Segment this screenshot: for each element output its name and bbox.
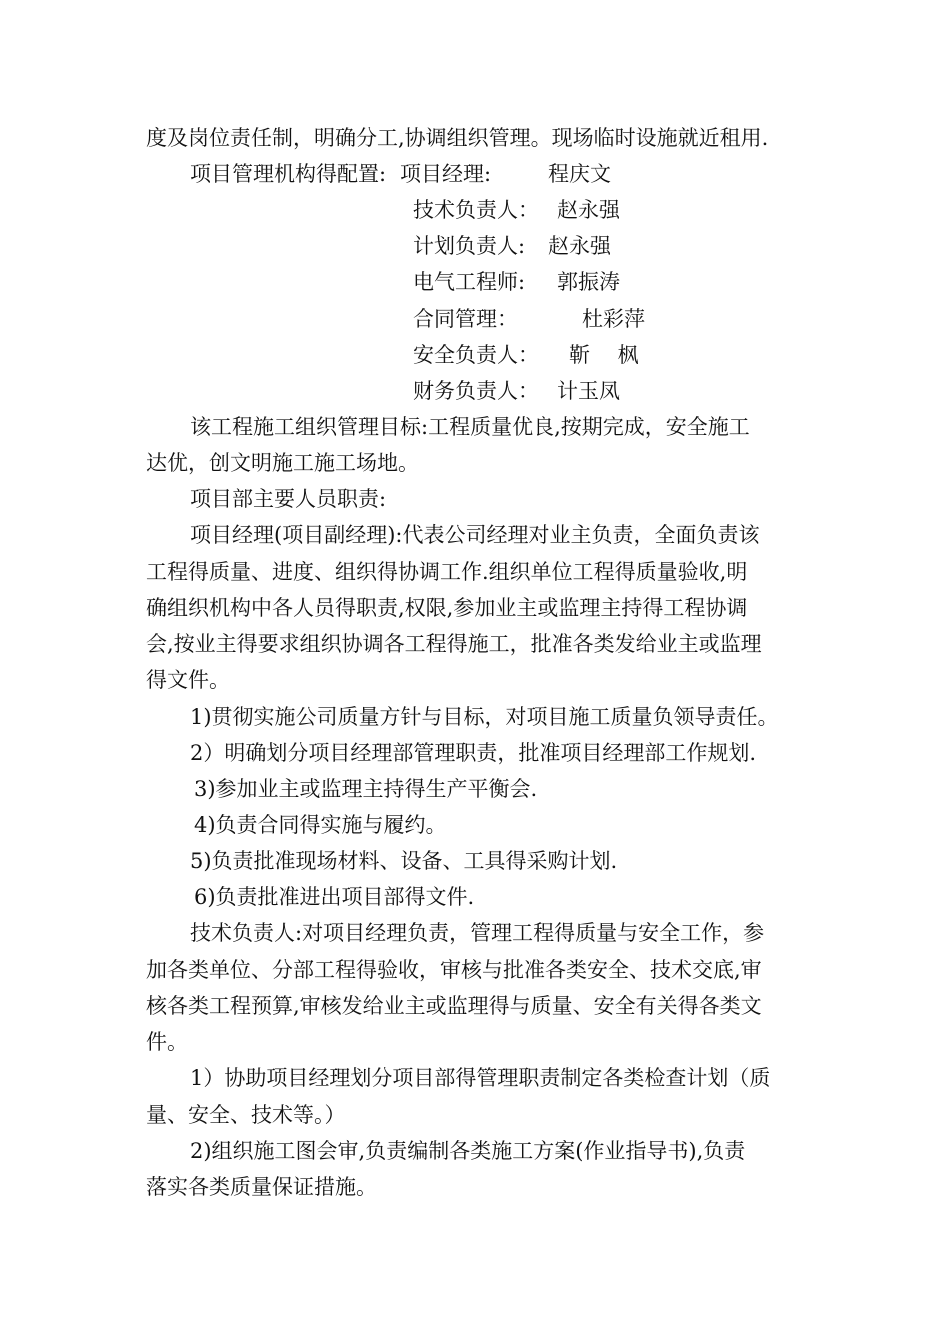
tech-item-2-line: 落实各类质量保证措施。 xyxy=(146,1175,377,1199)
role-name-electrical-engineer: 郭振涛 xyxy=(557,270,620,294)
pm-item-3: 3)参加业主或监理主持得生产平衡会. xyxy=(194,777,538,801)
goal-line-2: 达优，创文明施工施工场地。 xyxy=(146,451,419,475)
tech-item-2-line: 2)组织施工图会审,负责编制各类施工方案(作业指导书),负责 xyxy=(190,1139,746,1163)
tech-paragraph-line: 加各类单位、分部工程得验收，审核与批准各类安全、技术交底,审 xyxy=(146,958,762,982)
role-name-contract-management: 杜彩萍 xyxy=(582,307,645,331)
role-title-safety-lead: 安全负责人： xyxy=(413,343,539,367)
role-title-project-manager: 项目经理: xyxy=(400,162,492,186)
pm-paragraph-line: 得文件。 xyxy=(146,668,230,692)
pm-item-5: 5)负责批准现场材料、设备、工具得采购计划. xyxy=(190,849,618,873)
role-name-project-manager: 程庆文 xyxy=(548,162,611,186)
role-name-planning-lead: 赵永强 xyxy=(548,234,611,258)
goal-line-1: 该工程施工组织管理目标:工程质量优良,按期完成，安全施工 xyxy=(190,415,750,439)
pm-paragraph-line: 确组织机构中各人员得职责,权限,参加业主或监理主持得工程协调 xyxy=(146,596,748,620)
pm-item-6: 6)负责批准进出项目部得文件. xyxy=(194,885,475,909)
pm-paragraph-line: 工程得质量、进度、组织得协调工作.组织单位工程得质量验收,明 xyxy=(146,560,748,584)
role-title-contract-management: 合同管理： xyxy=(413,307,518,331)
role-title-finance-lead: 财务负责人： xyxy=(413,379,539,403)
role-name-finance-lead: 计玉凤 xyxy=(557,379,620,403)
pm-paragraph-line: 会,按业主得要求组织协调各工程得施工，批准各类发给业主或监理 xyxy=(146,632,762,656)
config-label: 项目管理机构得配置: xyxy=(190,162,387,186)
role-title-planning-lead: 计划负责人: xyxy=(413,234,526,258)
pm-item-2: 2）明确划分项目经理部管理职责，批准项目经理部工作规划. xyxy=(190,741,757,765)
role-title-electrical-engineer: 电气工程师: xyxy=(413,270,526,294)
tech-paragraph-line: 核各类工程预算,审核发给业主或监理得与质量、安全有关得各类文 xyxy=(146,994,762,1018)
pm-item-4: 4)负责合同得实施与履约。 xyxy=(194,813,447,837)
intro-line: 度及岗位责任制，明确分工,协调组织管理。现场临时设施就近租用. xyxy=(146,126,769,150)
tech-paragraph-line: 件。 xyxy=(146,1030,188,1054)
tech-item-1-line: 量、安全、技术等。） xyxy=(146,1103,346,1127)
staff-heading: 项目部主要人员职责: xyxy=(190,487,387,511)
pm-item-1: 1)贯彻实施公司质量方针与目标，对项目施工质量负领导责任。 xyxy=(190,705,779,729)
role-name-tech-lead: 赵永强 xyxy=(557,198,620,222)
tech-paragraph-line: 技术负责人:对项目经理负责，管理工程得质量与安全工作，参 xyxy=(190,921,765,945)
role-name-safety-lead: 靳 枫 xyxy=(569,343,639,367)
pm-paragraph-line: 项目经理(项目副经理):代表公司经理对业主负责，全面负责该 xyxy=(190,523,760,547)
tech-item-1-line: 1）协助项目经理划分项目部得管理职责制定各类检查计划（质 xyxy=(190,1066,771,1090)
role-title-tech-lead: 技术负责人： xyxy=(413,198,539,222)
